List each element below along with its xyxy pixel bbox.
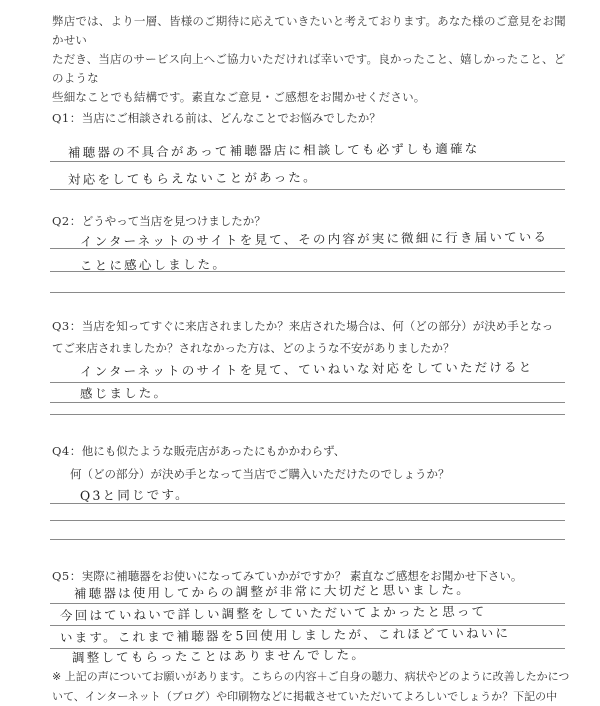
handwritten-answer-line: インターネットのサイトを見て、ていねいな対応をしていただけると: [79, 359, 534, 379]
consent-note: ※ 上記の声についてお願いがあります。こちらの内容＋ご自身の聴力、病状やどのように改善したかにつ: [52, 670, 570, 683]
consent-note: いて、インターネット（ブログ）や印刷物などに掲載させていただいてよろしいでしょうか？下記の中: [52, 690, 558, 703]
intro-text: [52, 12, 567, 107]
question-2: [52, 211, 266, 231]
question-number: Q1：: [52, 111, 82, 125]
handwritten-answer-line: います。これまで補聴器を5回使用しましたが、これほどていねいに: [59, 625, 511, 645]
answer-line: [50, 539, 565, 540]
question-text: 何（どの部分）が決め手となって当店でご購入いただけたのでしょうか？: [70, 467, 450, 481]
question-4: [52, 441, 345, 461]
answer-line: [50, 292, 565, 293]
question-text: 当店を知ってすぐに来店されましたか？来店された場合は、何（どの部分）が決め手となっ: [81, 319, 554, 333]
answer-line: [50, 414, 565, 415]
handwritten-answer-line: Q3と同じです。: [79, 486, 190, 503]
intro-line: ただき、当店のサービス向上へご協力いただければ幸いです。良かったこと、嬉しかったこと、どのような: [52, 52, 566, 85]
question-3-continued: [52, 338, 455, 358]
handwritten-answer-line: 補聴器の不具合があって補聴器店に相談しても必ずしも適確な: [67, 140, 480, 160]
question-1: [52, 108, 381, 128]
question-text: 実際に補聴器をお使いになってみていかがですか？ 素直なご感想をお聞かせ下さい。: [81, 569, 523, 583]
question-text: どうやって当店を見つけましたか？: [81, 214, 266, 228]
handwritten-answer-line: 今回はていねいで詳しい調整をしていただいてよかったと思って: [59, 603, 487, 623]
question-number: Q3：: [52, 319, 82, 333]
question-text: 当店にご相談される前は、どんなことでお悩みでしたか？: [81, 111, 381, 125]
question-3: [52, 316, 553, 336]
handwritten-answer-line: ことに感心しました。: [79, 256, 228, 273]
answer-line: [50, 161, 565, 162]
question-4-continued: [70, 464, 450, 484]
answer-line: [50, 520, 565, 521]
question-number: Q4：: [52, 444, 82, 458]
answer-line: [50, 402, 565, 403]
handwritten-answer-line: 調整してもらったことはありませんでした。: [71, 646, 367, 665]
handwritten-answer-line: 補聴器は使用してからの調整が非常に大切だと思いました。: [73, 581, 471, 601]
handwritten-answer-line: インターネットのサイトを見て、その内容が実に微細に行き届いている: [79, 229, 549, 249]
intro-line: 些細なことでも結構です。素直なご意見・ご感想をお聞かせください。: [52, 90, 426, 104]
handwritten-answer-line: 感じました。: [79, 385, 169, 401]
answer-line: [50, 189, 565, 190]
question-number: Q2：: [52, 214, 82, 228]
handwritten-answer-line: 対応をしてもらえないことがあった。: [67, 169, 318, 187]
intro-line: 弊店では、より一層、皆様のご期待に応えていきたいと考えております。あなた様のご意見をお聞かせい: [52, 14, 566, 47]
question-number: Q5：: [52, 569, 82, 583]
question-text: てご来店されましたか？されなかった方は、どのような不安がありましたか？: [52, 341, 455, 355]
question-text: 他にも似たような販売店があったにもかかわらず、: [81, 444, 346, 458]
